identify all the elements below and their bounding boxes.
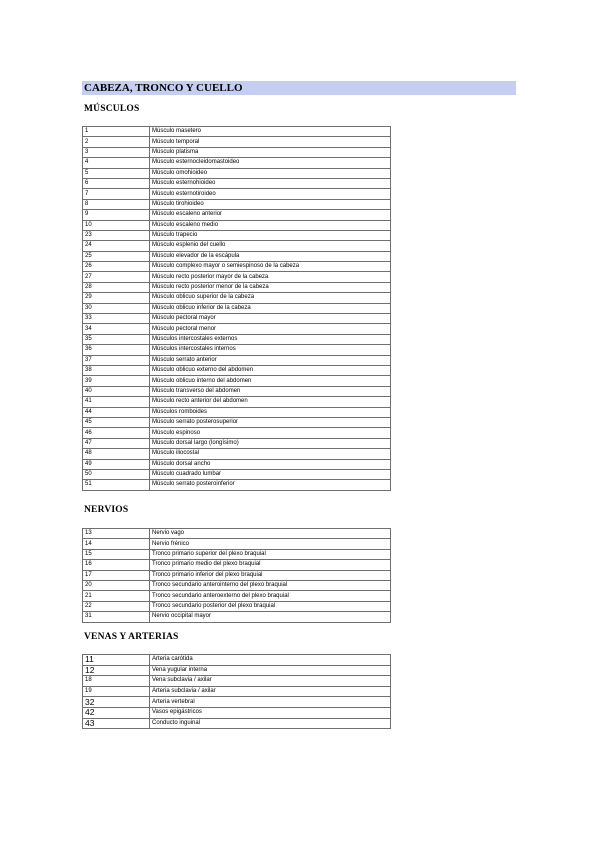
row-name: Vasos epigástricos xyxy=(150,707,391,718)
table-row xyxy=(83,676,391,687)
row-number: 50 xyxy=(83,469,150,479)
table-row xyxy=(83,137,391,147)
row-number: 31 xyxy=(83,612,150,622)
row-number: 28 xyxy=(83,282,150,292)
musculos-table xyxy=(82,126,391,491)
row-number: 40 xyxy=(83,386,150,396)
table-row xyxy=(83,397,391,407)
row-number: 7 xyxy=(83,189,150,199)
row-number: 43 xyxy=(83,718,150,729)
row-number: 25 xyxy=(83,251,150,261)
table-row xyxy=(83,127,391,137)
row-number: 27 xyxy=(83,272,150,282)
row-name: Nervio vago xyxy=(150,529,391,539)
row-number: 17 xyxy=(83,570,150,580)
table-row xyxy=(83,272,391,282)
row-number: 39 xyxy=(83,376,150,386)
table-row xyxy=(83,147,391,157)
row-name: Músculo recto anterior del abdomen xyxy=(150,397,391,407)
row-number: 24 xyxy=(83,241,150,251)
table-row xyxy=(83,459,391,469)
venas-arterias-table xyxy=(82,654,391,729)
row-name: Tronco primario medio del plexo braquial xyxy=(150,560,391,570)
row-name: Músculo esplenio del cuello xyxy=(150,241,391,251)
table-row xyxy=(83,655,391,666)
row-name: Tronco secundario anteroexterno del plexo braquial xyxy=(150,591,391,601)
row-number: 4 xyxy=(83,158,150,168)
row-name: Músculo elevador de la escápula xyxy=(150,251,391,261)
row-name: Tronco secundario anterointerno del plexo braquial xyxy=(150,580,391,590)
table-row xyxy=(83,570,391,580)
row-number: 22 xyxy=(83,601,150,611)
row-number: 10 xyxy=(83,220,150,230)
row-number: 21 xyxy=(83,591,150,601)
row-number: 49 xyxy=(83,459,150,469)
row-number: 44 xyxy=(83,407,150,417)
row-name: Músculo oblicuo inferior de la cabeza xyxy=(150,303,391,313)
row-name: Músculo pectoral mayor xyxy=(150,314,391,324)
table-row xyxy=(83,251,391,261)
row-number: 19 xyxy=(83,686,150,697)
row-number: 16 xyxy=(83,560,150,570)
table-row xyxy=(83,480,391,490)
row-number: 12 xyxy=(83,665,150,676)
row-name: Músculo dorsal largo (longísimo) xyxy=(150,438,391,448)
row-name: Tronco secundario posterior del plexo braquial xyxy=(150,601,391,611)
row-name: Vena subclavia / axilar xyxy=(150,676,391,687)
table-row xyxy=(83,407,391,417)
row-number: 18 xyxy=(83,676,150,687)
row-number: 29 xyxy=(83,293,150,303)
row-name: Músculo esternocleidomastoideo xyxy=(150,158,391,168)
row-name: Músculos intercostales externos xyxy=(150,334,391,344)
table-row xyxy=(83,417,391,427)
table-row xyxy=(83,282,391,292)
table-row xyxy=(83,345,391,355)
table-row xyxy=(83,560,391,570)
row-number: 13 xyxy=(83,529,150,539)
row-number: 33 xyxy=(83,314,150,324)
table-row xyxy=(83,601,391,611)
row-number: 20 xyxy=(83,580,150,590)
table-row xyxy=(83,334,391,344)
row-number: 15 xyxy=(83,549,150,559)
row-number: 51 xyxy=(83,480,150,490)
row-name: Tronco primario superior del plexo braquial xyxy=(150,549,391,559)
row-number: 26 xyxy=(83,262,150,272)
row-number: 9 xyxy=(83,210,150,220)
nervios-table xyxy=(82,528,391,623)
row-name: Arteria carótida xyxy=(150,655,391,666)
row-name: Músculo oblicuo superior de la cabeza xyxy=(150,293,391,303)
row-number: 36 xyxy=(83,345,150,355)
table-row xyxy=(83,428,391,438)
table-row xyxy=(83,293,391,303)
table-row xyxy=(83,314,391,324)
row-name: Músculo escaleno anterior xyxy=(150,210,391,220)
row-number: 41 xyxy=(83,397,150,407)
row-name: Arteria vertebral xyxy=(150,697,391,708)
row-number: 35 xyxy=(83,334,150,344)
table-row xyxy=(83,449,391,459)
row-number: 47 xyxy=(83,438,150,448)
table-row xyxy=(83,262,391,272)
table-row xyxy=(83,178,391,188)
table-row xyxy=(83,230,391,240)
row-number: 6 xyxy=(83,178,150,188)
table-row xyxy=(83,469,391,479)
table-row xyxy=(83,168,391,178)
table-row xyxy=(83,303,391,313)
row-number: 46 xyxy=(83,428,150,438)
table-row xyxy=(83,591,391,601)
table-row xyxy=(83,376,391,386)
row-name: Músculo pectoral menor xyxy=(150,324,391,334)
row-number: 23 xyxy=(83,230,150,240)
table-row xyxy=(83,199,391,209)
row-name: Músculo cuadrado lumbar xyxy=(150,469,391,479)
row-name: Músculo temporal xyxy=(150,137,391,147)
row-number: 3 xyxy=(83,147,150,157)
row-name: Vena yugular interna xyxy=(150,665,391,676)
table-row xyxy=(83,220,391,230)
row-name: Músculo recto posterior mayor de la cabeza xyxy=(150,272,391,282)
row-number: 34 xyxy=(83,324,150,334)
row-name: Músculo serrato posterosuperior xyxy=(150,417,391,427)
row-number: 11 xyxy=(83,655,150,666)
table-row xyxy=(83,686,391,697)
row-name: Músculo oblicuo externo del abdomen xyxy=(150,365,391,375)
row-name: Conducto inguinal xyxy=(150,718,391,729)
row-number: 30 xyxy=(83,303,150,313)
table-row xyxy=(83,365,391,375)
page-title: CABEZA, TRONCO Y CUELLO xyxy=(82,81,516,95)
row-name: Músculo transverso del abdomen xyxy=(150,386,391,396)
section-heading-venas-arterias: VENAS Y ARTERIAS xyxy=(84,632,179,642)
table-row xyxy=(83,529,391,539)
table-row xyxy=(83,210,391,220)
row-number: 5 xyxy=(83,168,150,178)
row-name: Músculos romboides xyxy=(150,407,391,417)
row-name: Músculo dorsal ancho xyxy=(150,459,391,469)
row-name: Músculo iliocostal xyxy=(150,449,391,459)
table-row xyxy=(83,355,391,365)
row-number: 45 xyxy=(83,417,150,427)
table-row xyxy=(83,718,391,729)
row-number: 38 xyxy=(83,365,150,375)
table-row xyxy=(83,665,391,676)
row-number: 14 xyxy=(83,539,150,549)
row-name: Músculo esternotiroideo xyxy=(150,189,391,199)
row-name: Músculo recto posterior menor de la cabeza xyxy=(150,282,391,292)
row-name: Músculo omohioideo xyxy=(150,168,391,178)
section-heading-nervios: NERVIOS xyxy=(84,505,129,515)
table-row xyxy=(83,697,391,708)
row-number: 1 xyxy=(83,127,150,137)
row-name: Músculo trapecio xyxy=(150,230,391,240)
row-name: Músculo platisma xyxy=(150,147,391,157)
table-row xyxy=(83,158,391,168)
row-name: Músculo serrato anterior xyxy=(150,355,391,365)
row-number: 32 xyxy=(83,697,150,708)
table-row xyxy=(83,539,391,549)
table-row xyxy=(83,707,391,718)
table-row xyxy=(83,549,391,559)
table-row xyxy=(83,612,391,622)
row-name: Músculos intercostales internos xyxy=(150,345,391,355)
section-heading-musculos: MÚSCULOS xyxy=(84,104,140,114)
row-number: 42 xyxy=(83,707,150,718)
row-name: Nervio occipital mayor xyxy=(150,612,391,622)
row-number: 37 xyxy=(83,355,150,365)
row-name: Tronco primario inferior del plexo braquial xyxy=(150,570,391,580)
row-name: Músculo escaleno medio xyxy=(150,220,391,230)
table-row xyxy=(83,386,391,396)
table-row xyxy=(83,241,391,251)
row-name: Arteria subclavia / axilar xyxy=(150,686,391,697)
row-number: 8 xyxy=(83,199,150,209)
row-name: Músculo serrato posteroinferior xyxy=(150,480,391,490)
row-name: Músculo tirohioideo xyxy=(150,199,391,209)
row-name: Músculo esternohioideo xyxy=(150,178,391,188)
row-name: Músculo masetero xyxy=(150,127,391,137)
table-row xyxy=(83,189,391,199)
row-name: Músculo espinoso xyxy=(150,428,391,438)
row-number: 48 xyxy=(83,449,150,459)
table-row xyxy=(83,580,391,590)
row-name: Nervio frénico xyxy=(150,539,391,549)
row-name: Músculo oblicuo interno del abdomen xyxy=(150,376,391,386)
row-name: Músculo complexo mayor o semiespinoso de la cabeza xyxy=(150,262,391,272)
table-row xyxy=(83,324,391,334)
row-number: 2 xyxy=(83,137,150,147)
table-row xyxy=(83,438,391,448)
